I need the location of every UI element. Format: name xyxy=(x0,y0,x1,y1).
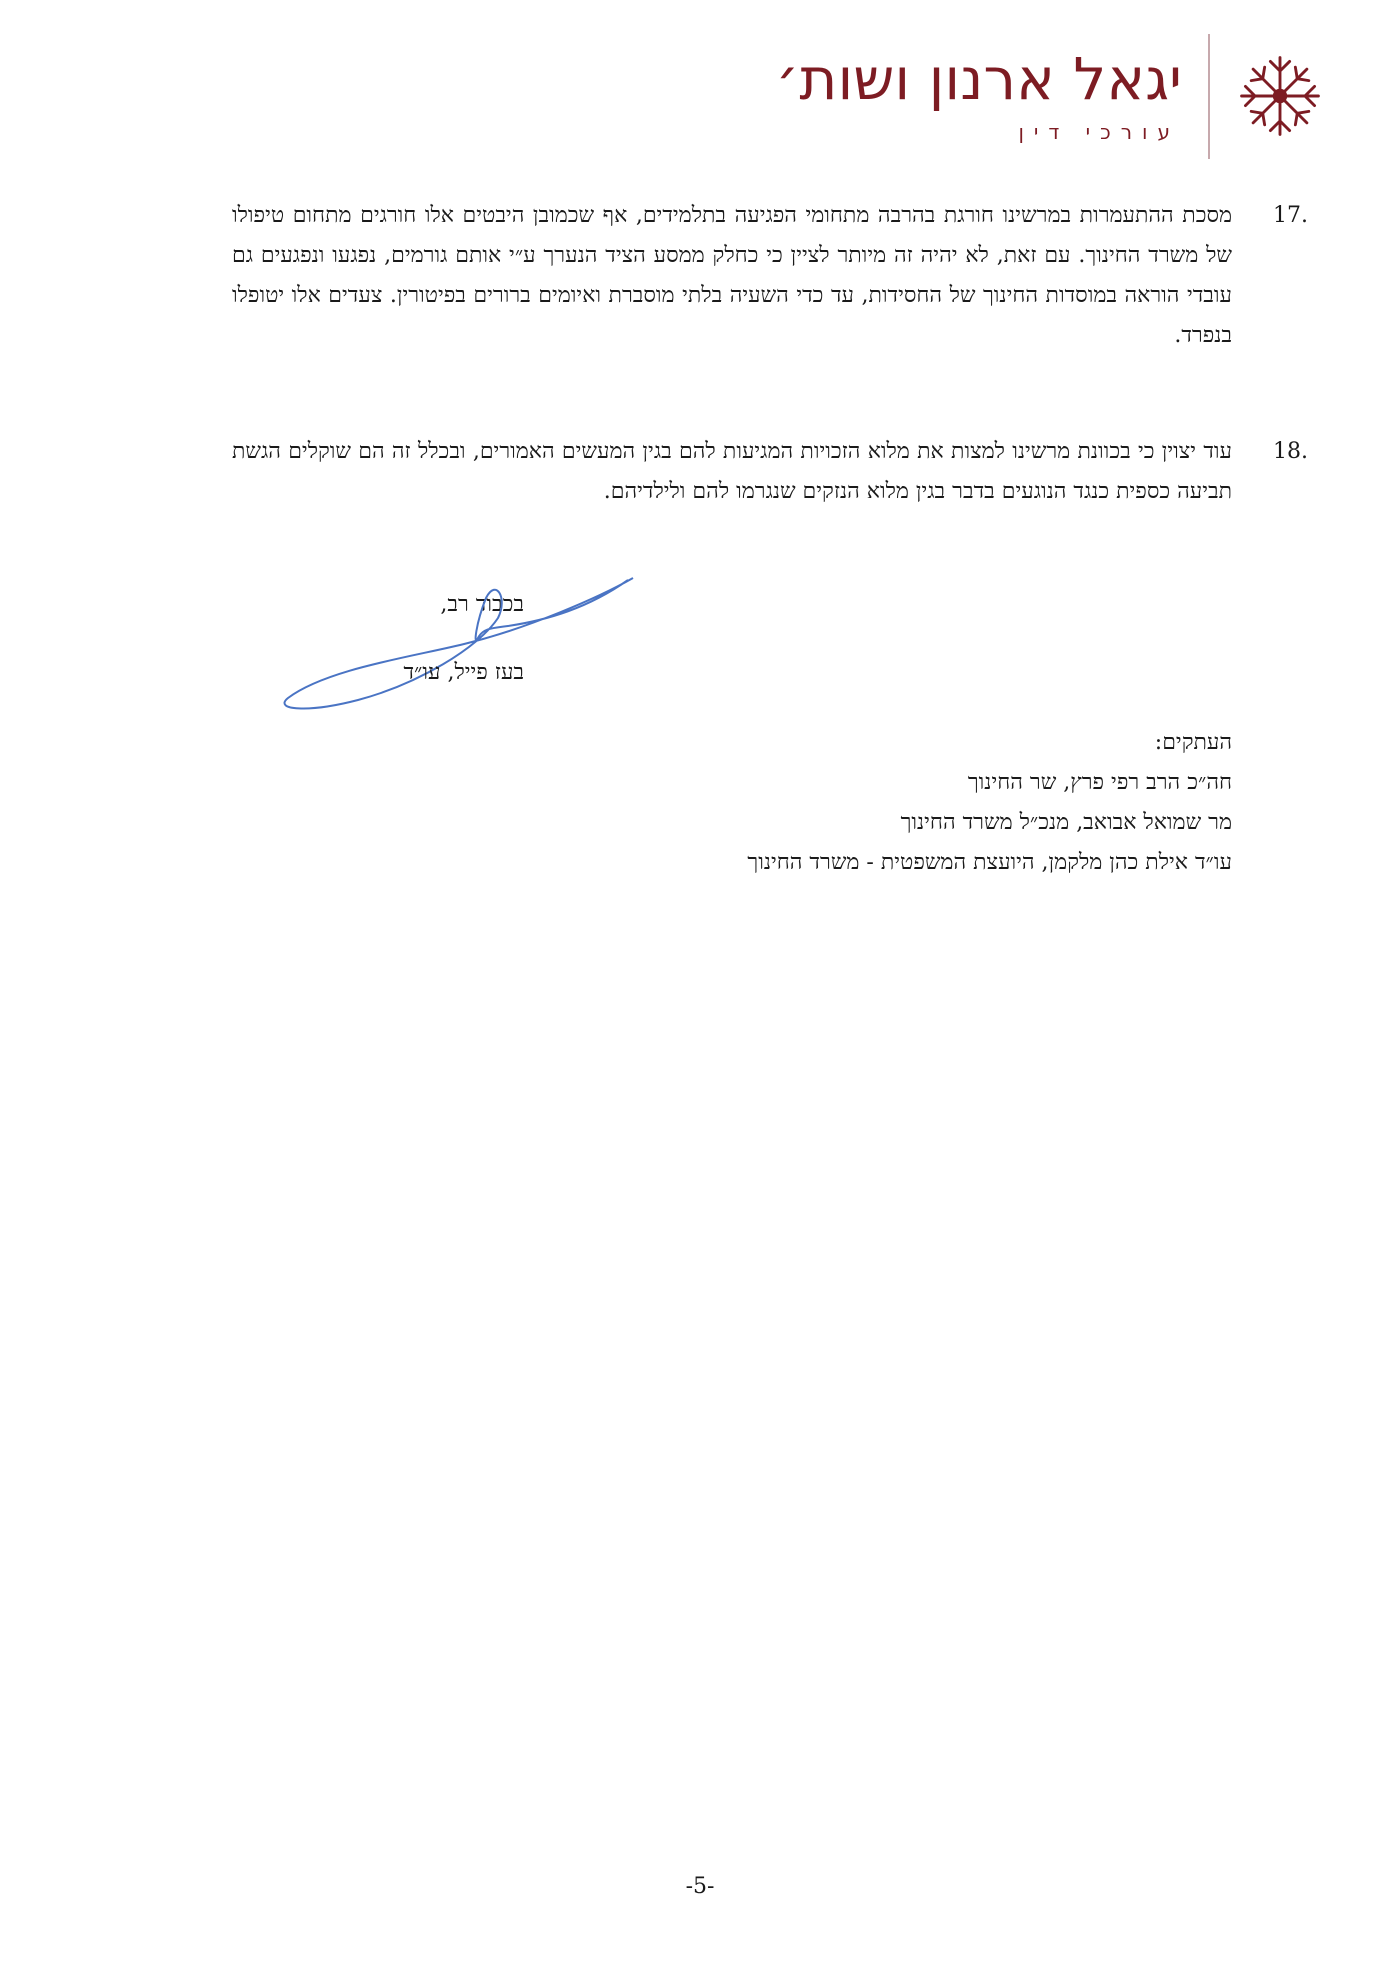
copies-list xyxy=(532,723,1232,883)
header-divider xyxy=(1208,34,1210,159)
paragraph-body: מסכת ההתעמרות במרשינו חורגת בהרבה מתחומי הפגיעה בתלמידים, אף שכמובן היבטים אלו חורגים מתחום טיפולו של משרד החינוך. עם זאת, לא יהיה זה מיותר לציין כי כחלק ממסע הציד הנערך ע״י אותם גורמים, נפגעו ונפגעים גם עובדי הוראה במוסדות החינוך של החסידות, עד כדי השעיה בלתי מוסברת ואיומים ברורים בפיטורין. צעדים אלו יטופלו בנפרד. xyxy=(232,203,1232,348)
copy-recipient: עו״ד אילת כהן מלקמן, היועצת המשפטית - משרד החינוך xyxy=(747,850,1232,875)
paragraph-number: 17. xyxy=(1273,203,1308,228)
firm-name: יגאל ארנון ושות׳ xyxy=(775,45,1182,113)
signer-name: בעז פייל, עו״ד xyxy=(403,660,524,685)
page-number: -5- xyxy=(685,1874,715,1899)
copies-title: העתקים: xyxy=(1154,730,1232,755)
copy-recipient: מר שמואל אבואב, מנכ״ל משרד החינוך xyxy=(900,810,1232,835)
copy-recipient: חה״כ הרב רפי פרץ, שר החינוך xyxy=(967,770,1232,795)
stylized-tree-logo-icon xyxy=(1232,48,1328,144)
letterhead xyxy=(72,34,1328,174)
firm-subtitle: עורכי דין xyxy=(1018,120,1180,144)
paragraph-body: עוד יצוין כי בכוונת מרשינו למצות את מלוא הזכויות המגיעות להם בגין המעשים האמורים, ובכלל זה הם שוקלים הגשת תביעה כספית כנגד הנוגעים בדבר בגין מלוא הנזקים שנגרמו להם ולילדיהם. xyxy=(232,439,1232,504)
handwritten-signature xyxy=(268,568,648,718)
closing-salutation: בכבוד רב, xyxy=(440,592,524,617)
paragraph-number: 18. xyxy=(1273,439,1308,464)
